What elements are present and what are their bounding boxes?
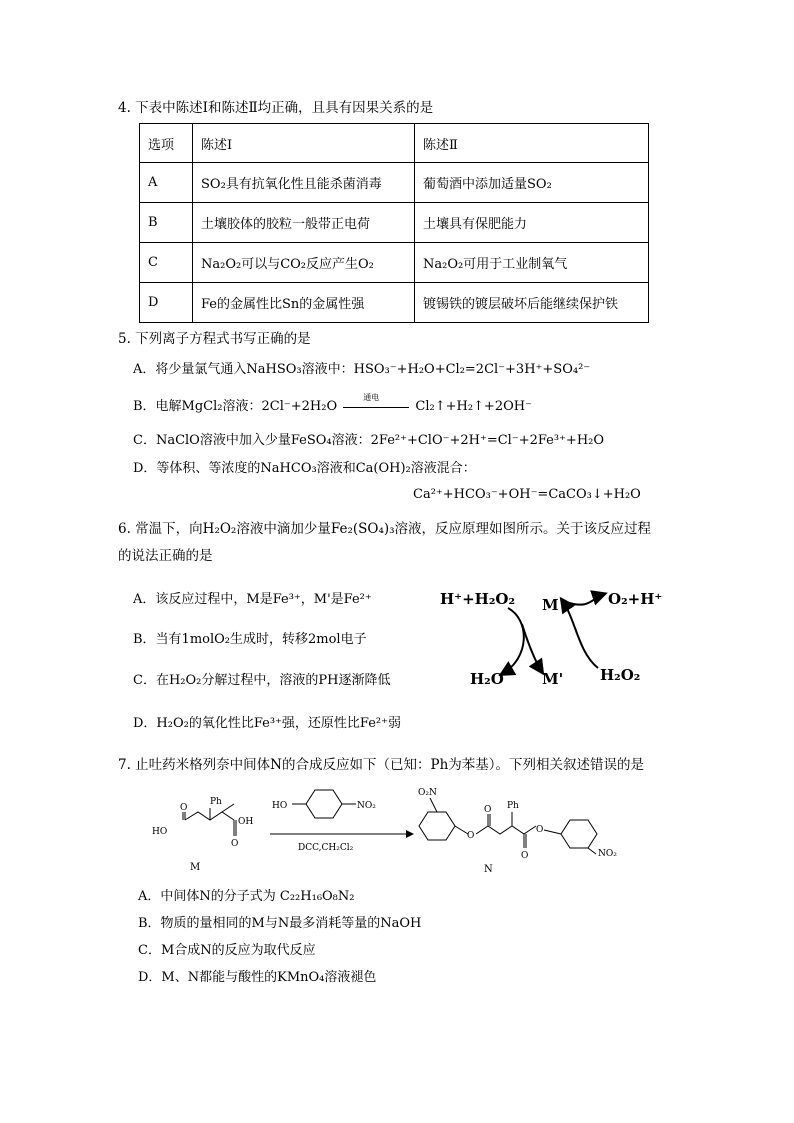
- n-o2n-label: O₂N: [418, 788, 437, 798]
- table-cell: D: [140, 283, 193, 323]
- diagram-label-bl: H₂O: [470, 670, 504, 688]
- q5-option-b: [133, 392, 532, 414]
- q7-stem: 7. 止吐药米格列奈中间体N的合成反应如下（已知：Ph为苯基）。下列相关叙述错误的是: [118, 757, 645, 773]
- m-ph-label: Ph: [210, 797, 222, 807]
- q5-option-c: C．NaClO溶液中加入少量FeSO₄溶液：2Fe²⁺+ClO⁻+2H⁺=Cl⁻+2Fe³⁺+H₂O: [133, 433, 605, 448]
- header-cell: 陈述Ⅱ: [415, 124, 649, 163]
- q6-option-b: B．当有1molO₂生成时，转移2mol电子: [133, 632, 367, 647]
- electrolysis-condition: 通电: [363, 392, 380, 402]
- reaction-condition: DCC,CH₂Cl₂: [298, 843, 354, 853]
- table-header-row: [140, 124, 649, 163]
- q7-option-b: B．物质的量相同的M与N最多消耗等量的NaOH: [138, 916, 422, 931]
- q5-option-a: A．将少量氯气通入NaHSO₃溶液中：HSO₃⁻+H₂O+Cl₂=2Cl⁻+3H⁺+SO₄²⁻: [133, 362, 591, 377]
- table-cell: Na₂O₂可用于工业制氧气: [415, 243, 649, 283]
- m-o-label: O: [180, 803, 188, 813]
- q5-option-d: D．等体积、等浓度的NaHCO₃溶液和Ca(OH)₂溶液混合：: [133, 461, 476, 476]
- n-o-label: O: [536, 825, 544, 835]
- header-cell: 陈述Ⅰ: [193, 124, 415, 163]
- n-backbone: [476, 826, 536, 834]
- diagram-label-tl: H⁺+H₂O₂: [440, 590, 516, 608]
- q7-reaction-scheme: [150, 782, 650, 882]
- n-o-label: O: [467, 831, 475, 841]
- diagram-label-tr: O₂+H⁺: [608, 590, 663, 608]
- q6-option-d: D．H₂O₂的氧化性比Fe³⁺强，还原性比Fe²⁺弱: [133, 716, 401, 731]
- n-left-benzene-ring: [419, 812, 455, 840]
- q6-option-c: C．在H₂O₂分解过程中，溶液的PH逐渐降低: [133, 673, 391, 688]
- q4-stem: 4. 下表中陈述Ⅰ和陈述Ⅱ均正确，且具有因果关系的是: [118, 100, 434, 116]
- compound-n-label: N: [484, 864, 493, 875]
- table-cell: C: [140, 243, 193, 283]
- arrow-right-up: [566, 594, 604, 605]
- compound-m-label: M: [190, 862, 201, 873]
- electrolysis-arrow: [341, 392, 411, 414]
- reagent-no2-label: NO₂: [357, 801, 376, 811]
- table-cell: 土壤胶体的胶粒一般带正电荷: [193, 203, 415, 243]
- m-o-label: O: [231, 839, 239, 849]
- n-no2-label: NO₂: [598, 849, 617, 859]
- q4-table: [139, 123, 649, 323]
- n-o-label: O: [521, 851, 529, 861]
- table-cell: Fe的金属性比Sn的金属性强: [193, 283, 415, 323]
- q5-b-right: Cl₂↑+H₂↑+2OH⁻: [415, 399, 532, 414]
- diagram-label-br: H₂O₂: [600, 666, 641, 684]
- table-cell: A: [140, 163, 193, 203]
- q5-option-d-equation: Ca²⁺+HCO₃⁻+OH⁻=CaCO₃↓+H₂O: [413, 487, 641, 502]
- m-ho-label: HO: [152, 827, 168, 837]
- n-right-benzene-ring: [561, 820, 597, 848]
- table-cell: SO₂具有抗氧化性且能杀菌消毒: [193, 163, 415, 203]
- table-row: [140, 163, 649, 203]
- reagent-benzene-ring: [306, 790, 342, 818]
- table-row: [140, 283, 649, 323]
- header-cell: 选项: [140, 124, 193, 163]
- table-cell: 土壤具有保肥能力: [415, 203, 649, 243]
- q6-stem-line2: 的说法正确的是: [118, 548, 213, 564]
- arrow-left-down: [502, 608, 524, 674]
- n-o-label: O: [484, 805, 492, 815]
- table-cell: 镀锡铁的镀层破坏后能继续保护铁: [415, 283, 649, 323]
- diagram-label-m: M: [542, 596, 559, 614]
- table-row: [140, 243, 649, 283]
- arrow-m-to-mprime: [522, 624, 542, 672]
- table-cell: B: [140, 203, 193, 243]
- arrow-mprime-to-m: [562, 600, 598, 668]
- q5-b-left: B．电解MgCl₂溶液：2Cl⁻+2H₂O: [133, 399, 338, 414]
- q6-option-a: A．该反应过程中，M是Fe³⁺，M'是Fe²⁺: [133, 592, 372, 607]
- reagent-ho-label: HO: [272, 801, 288, 811]
- q7-option-a: A．中间体N的分子式为 C₂₂H₁₆O₈N₂: [138, 889, 355, 904]
- table-cell: 葡萄酒中添加适量SO₂: [415, 163, 649, 203]
- diagram-label-mp: M': [542, 670, 564, 688]
- q7-option-d: D．M、N都能与酸性的KMnO₄溶液褪色: [138, 970, 377, 985]
- table-cell: Na₂O₂可以与CO₂反应产生O₂: [193, 243, 415, 283]
- q7-option-c: C．M合成N的反应为取代反应: [138, 943, 316, 958]
- q5-stem: 5. 下列离子方程式书写正确的是: [118, 331, 311, 347]
- q6-cycle-diagram: [430, 580, 690, 695]
- m-oh-label: OH: [238, 817, 254, 827]
- table-row: [140, 203, 649, 243]
- q6-stem-line1: 6. 常温下，向H₂O₂溶液中滴加少量Fe₂(SO₄)₃溶液，反应原理如图所示。关于该反应过程: [118, 521, 652, 537]
- n-ph-label: Ph: [507, 801, 519, 811]
